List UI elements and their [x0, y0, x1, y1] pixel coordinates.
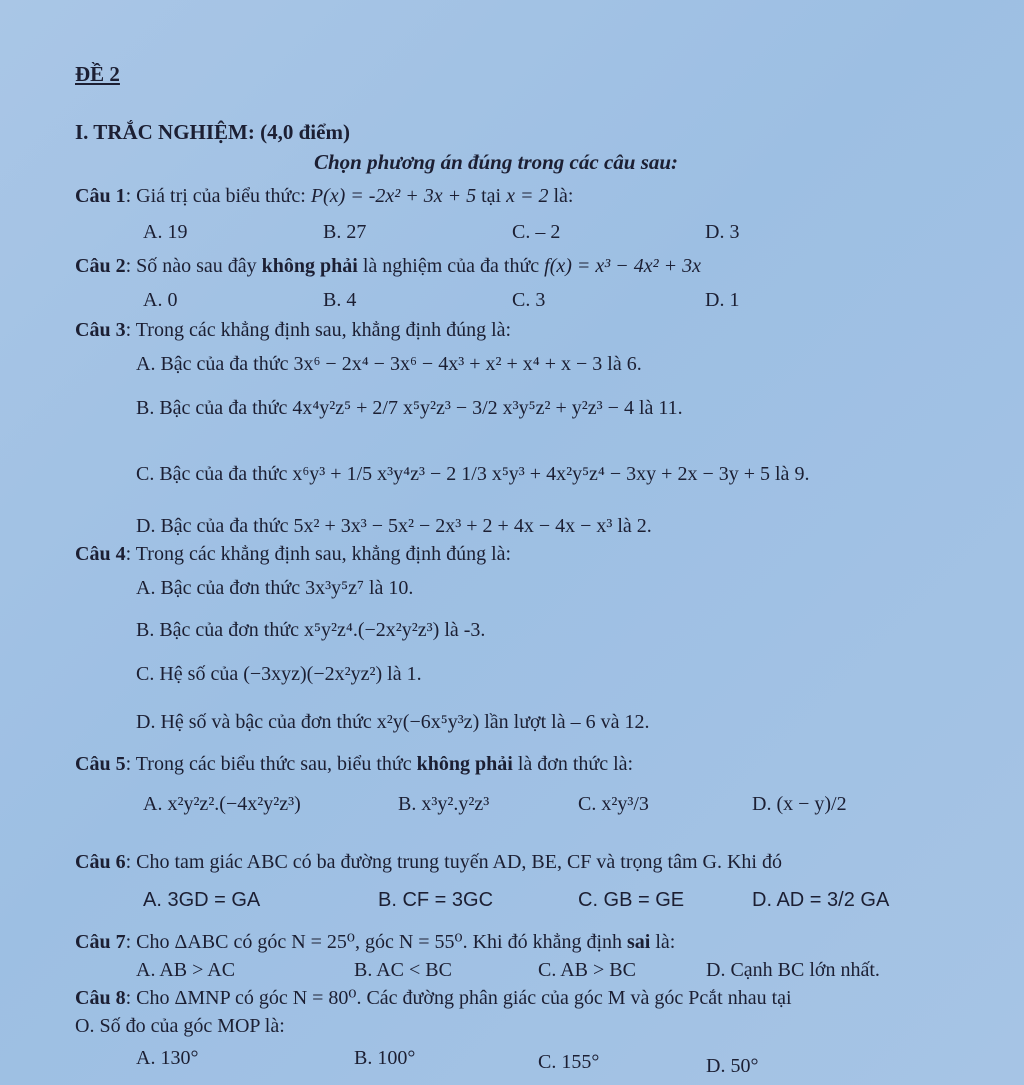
- exam-title: ĐỀ 2: [75, 62, 120, 86]
- option-a[interactable]: A. 0: [143, 289, 178, 311]
- question-4: [75, 542, 511, 566]
- option-b[interactable]: B. AC < BC: [354, 959, 452, 981]
- option-d[interactable]: D. (x − y)/2: [752, 793, 847, 815]
- question-text: : Trong các khẳng định sau, khẳng định đúng là:: [125, 543, 512, 565]
- question-8: [75, 986, 792, 1010]
- option-a[interactable]: A. 3GD = GA: [143, 889, 261, 911]
- question-7: [75, 930, 675, 954]
- question-label: Câu 7: [75, 931, 126, 953]
- question-1: [75, 184, 574, 208]
- option-d[interactable]: D. 1: [705, 289, 740, 311]
- question-label: Câu 5: [75, 753, 126, 775]
- option-c[interactable]: C. 3: [512, 289, 546, 311]
- option-b[interactable]: B. Bậc của đa thức 4x⁴y²z⁵ + 2/7 x⁵y²z³ − 3/2 x³y⁵z² + y²z³ − 4 là 11.: [136, 397, 683, 419]
- question-label: Câu 6: [75, 851, 126, 873]
- option-d[interactable]: D. Hệ số và bậc của đơn thức x²y(−6x⁵y³z) lần lượt là – 6 và 12.: [136, 711, 650, 733]
- question-text: : Số nào sau đây: [125, 255, 262, 277]
- question-text: tại: [476, 185, 507, 207]
- option-a[interactable]: A. Bậc của đơn thức 3x³y⁵z⁷ là 10.: [136, 577, 414, 599]
- question-label: Câu 3: [75, 319, 126, 341]
- option-d[interactable]: D. 50°: [706, 1055, 759, 1077]
- question-formula: x = 2: [506, 185, 549, 207]
- option-c[interactable]: C. Bậc của đa thức x⁶y³ + 1/5 x³y⁴z³ − 2 1/3 x⁵y³ + 4x²y⁵z⁴ − 3xy + 2x − 3y + 5 là 9.: [136, 463, 810, 485]
- question-emphasis: không phải: [416, 753, 513, 775]
- question-3: [75, 318, 511, 342]
- question-text: là đơn thức là:: [512, 753, 634, 775]
- option-b[interactable]: B. 4: [323, 289, 357, 311]
- question-5: [75, 752, 633, 776]
- instruction: Chọn phương án đúng trong các câu sau:: [314, 150, 679, 174]
- question-text: là:: [548, 185, 574, 207]
- option-c[interactable]: C. AB > BC: [538, 959, 636, 981]
- option-b[interactable]: B. CF = 3GC: [378, 889, 494, 911]
- option-b[interactable]: B. x³y².y²z³: [398, 793, 490, 815]
- question-text: là:: [650, 931, 676, 953]
- option-a[interactable]: A. Bậc của đa thức 3x⁶ − 2x⁴ − 3x⁶ − 4x³ + x² + x⁴ + x − 3 là 6.: [136, 353, 642, 375]
- option-c[interactable]: C. x²y³/3: [578, 793, 649, 815]
- question-formula: f(x) = x³ − 4x² + 3x: [544, 255, 702, 277]
- option-a[interactable]: A. AB > AC: [136, 959, 236, 981]
- question-text: : Cho tam giác ABC có ba đường trung tuyến AD, BE, CF và trọng tâm G. Khi đó: [125, 851, 782, 873]
- question-2: [75, 254, 701, 278]
- option-a[interactable]: A. 19: [143, 221, 188, 243]
- option-c[interactable]: C. Hệ số của (−3xyz)(−2x²yz²) là 1.: [136, 663, 422, 685]
- option-d[interactable]: D. Cạnh BC lớn nhất.: [706, 959, 880, 981]
- option-c[interactable]: C. GB = GE: [578, 889, 685, 911]
- option-d[interactable]: D. AD = 3/2 GA: [752, 889, 890, 911]
- option-c[interactable]: C. 155°: [538, 1051, 600, 1073]
- section-heading: I. TRẮC NGHIỆM: (4,0 điểm): [75, 120, 350, 144]
- option-b[interactable]: B. 27: [323, 221, 367, 243]
- option-d[interactable]: D. Bậc của đa thức 5x² + 3x³ − 5x² − 2x³ + 2 + 4x − 4x − x³ là 2.: [136, 515, 652, 537]
- question-label: Câu 4: [75, 543, 126, 565]
- question-text: : Trong các khẳng định sau, khẳng định đúng là:: [125, 319, 512, 341]
- question-text: : Cho ΔMNP có góc N = 80⁰. Các đường phân giác của góc M và góc Pcắt nhau tại: [125, 987, 792, 1009]
- question-text: : Trong các biểu thức sau, biểu thức: [125, 753, 417, 775]
- question-emphasis: sai: [627, 931, 651, 953]
- question-label: Câu 1: [75, 185, 126, 207]
- option-b[interactable]: B. 100°: [354, 1047, 416, 1069]
- question-text: là nghiệm của đa thức: [357, 255, 545, 277]
- question-label: Câu 2: [75, 255, 126, 277]
- option-b[interactable]: B. Bậc của đơn thức x⁵y²z⁴.(−2x²y²z³) là -3.: [136, 619, 486, 641]
- question-emphasis: không phải: [261, 255, 358, 277]
- question-8-continued: O. Số đo của góc MOP là:: [75, 1015, 285, 1037]
- question-text: : Giá trị của biểu thức:: [125, 185, 311, 207]
- option-c[interactable]: C. – 2: [512, 221, 561, 243]
- option-a[interactable]: A. x²y²z².(−4x²y²z³): [143, 793, 301, 815]
- question-text: : Cho ΔABC có góc N = 25⁰, góc N = 55⁰. Khi đó khẳng định: [125, 931, 628, 953]
- option-a[interactable]: A. 130°: [136, 1047, 199, 1069]
- question-6: [75, 850, 782, 874]
- question-formula: P(x) = -2x² + 3x + 5: [310, 185, 477, 207]
- question-label: Câu 8: [75, 987, 126, 1009]
- option-d[interactable]: D. 3: [705, 221, 740, 243]
